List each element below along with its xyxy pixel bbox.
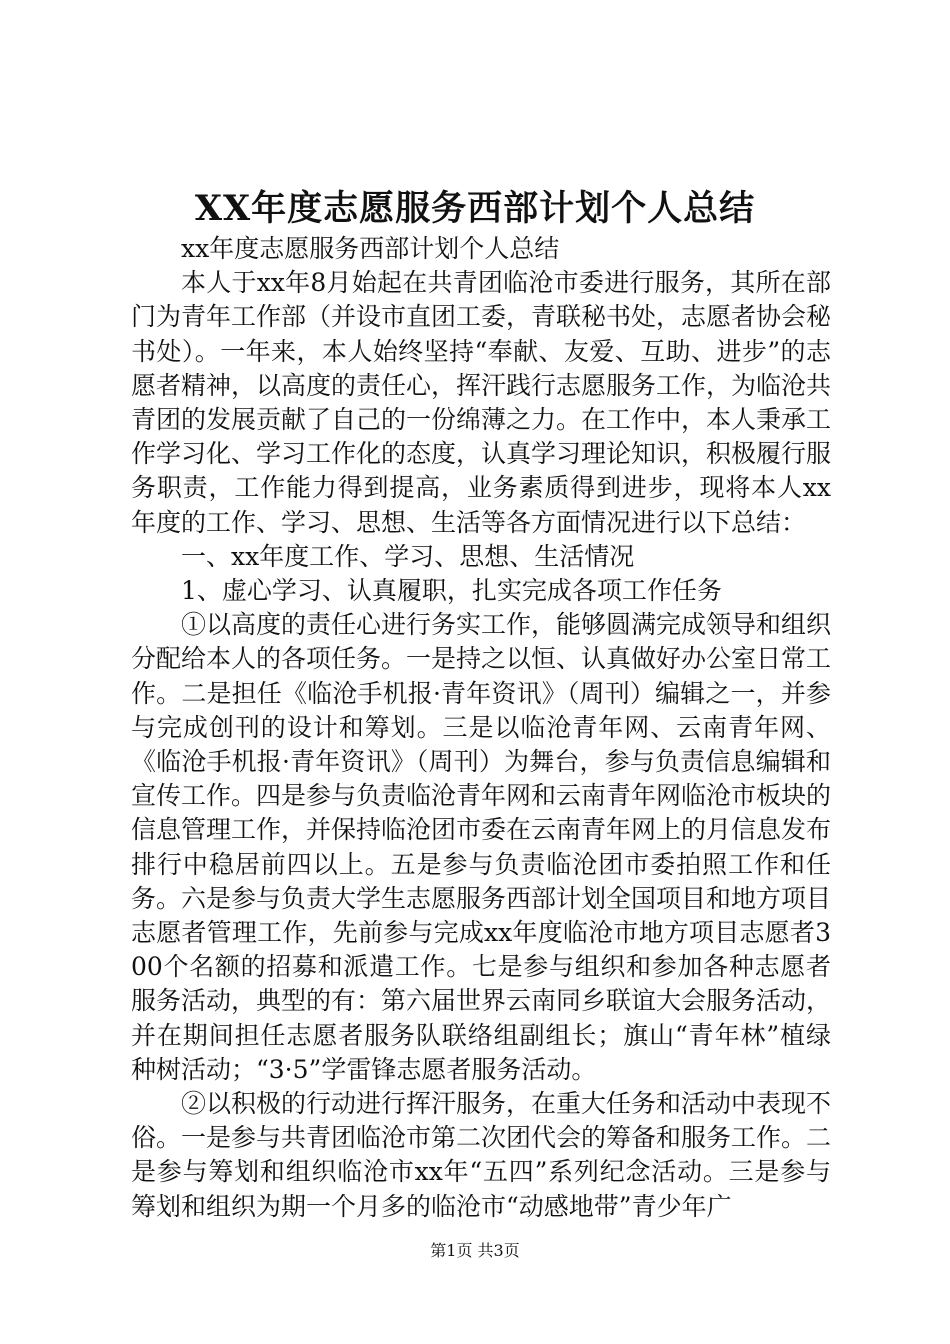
paragraph: 本人于xx年8月始起在共青团临沧市委进行服务，其所在部门为青年工作部（并设市直团工委，青联秘书处，志愿者协会秘书处）。一年来，本人始终坚持“奉献、友爱、互助、进步”的志愿者精神，以高度的责任心，挥汗践行志愿服务工作，为临沧共青团的发展贡献了自己的一份绵薄之力。在工作中，本人秉承工作学习化、学习工作化的态度，认真学习理论知识，积极履行服务职责，工作能力得到提高，业务素质得到进步，现将本人xx年度的工作、学习、思想、生活等各方面情况进行以下总结： bbox=[131, 268, 832, 537]
document-title: XX年度志愿服务西部计划个人总结 bbox=[194, 188, 756, 229]
paragraph: xx年度志愿服务西部计划个人总结 bbox=[181, 234, 560, 263]
paragraph: ①以高度的责任心进行务实工作，能够圆满完成领导和组织分配给本人的各项任务。一是持之以恒、认真做好办公室日常工作。二是担任《临沧手机报·青年资讯》（周刊）编辑之一，并参与完成创刊的设计和筹划。三是以临沧青年网、云南青年网、《临沧手机报·青年资讯》（周刊）为舞台，参与负责信息编辑和宣传工作。四是参与负责临沧青年网和云南青年网临沧市板块的信息管理工作，并保持临沧团市委在云南青年网上的月信息发布排行中稳居前四以上。五是参与负责临沧团市委拍照工作和任务。六是参与负责大学生志愿服务西部计划全国项目和地方项目志愿者管理工作，先前参与完成xx年度临沧市地方项目志愿者300个名额的招募和派遣工作。七是参与组织和参加各种志愿者服务活动，典型的有：第六届世界云南同乡联谊大会服务活动，并在期间担任志愿者服务队联络组副组长；旗山“青年林”植绿种树活动；“3·5”学雷锋志愿者服务活动。 bbox=[131, 610, 832, 1084]
page-number-footer: 第1页 共3页 bbox=[430, 1241, 520, 1260]
subsection-heading: 1、虚心学习、认真履职，扎实完成各项工作任务 bbox=[181, 576, 722, 606]
document-body bbox=[131, 232, 831, 1224]
section-heading: 一、xx年度工作、学习、思想、生活情况 bbox=[181, 541, 635, 571]
paragraph: ②以积极的行动进行挥汗服务，在重大任务和活动中表现不俗。一是参与共青团临沧市第二次团代会的筹备和服务工作。二是参与筹划和组织临沧市xx年“五四”系列纪念活动。三是参与筹划和组织为期一个月多的临沧市“动感地带”青少年广 bbox=[131, 1089, 832, 1221]
